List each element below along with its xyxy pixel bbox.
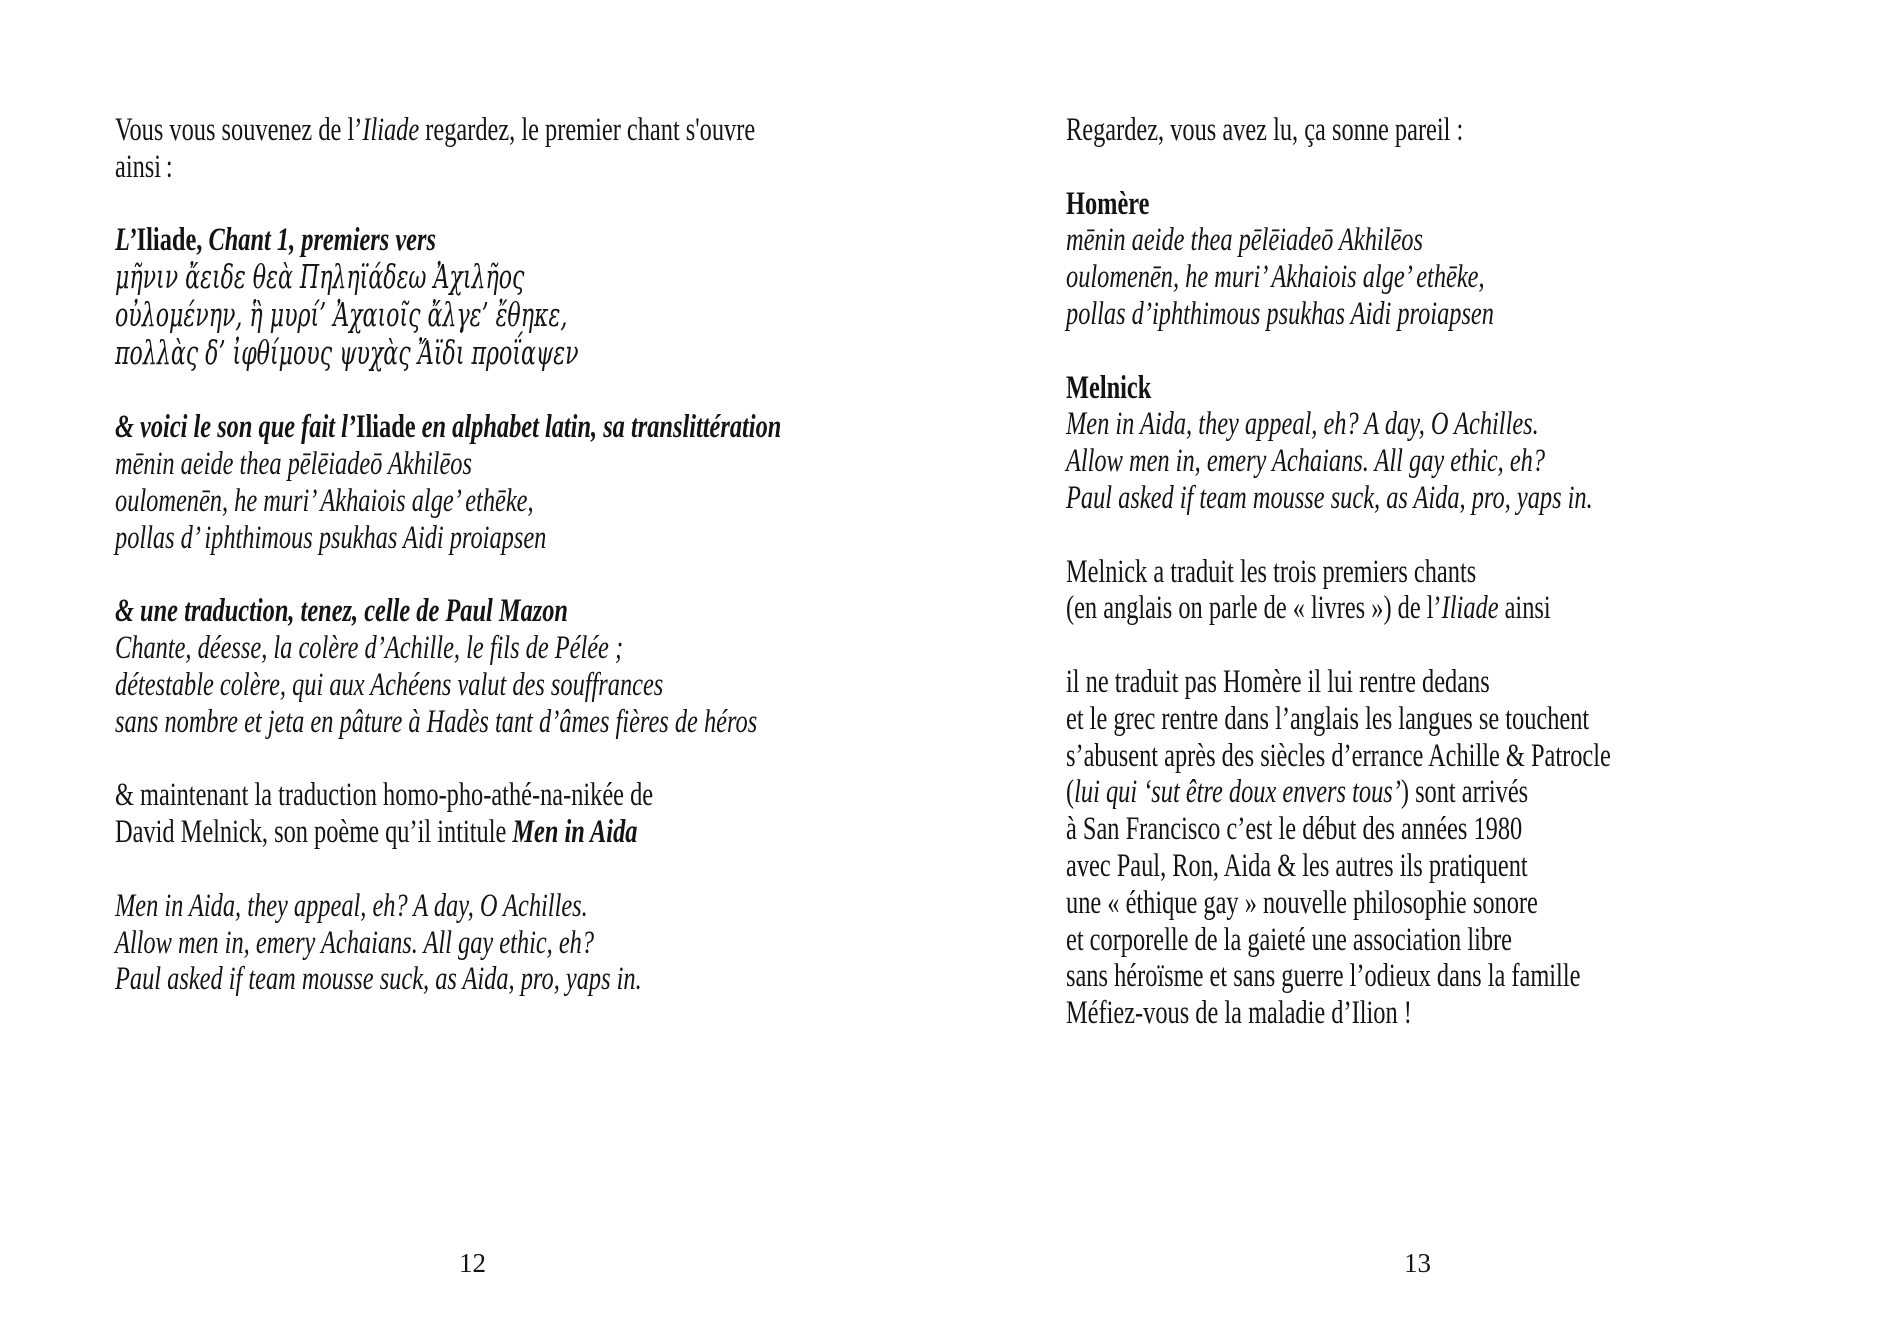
text-line xyxy=(1066,701,1651,738)
text-line xyxy=(1066,259,1651,296)
text-line xyxy=(115,335,645,373)
text-segment: Paul asked if team mousse suck, as Aida, pro, yaps in. xyxy=(1066,479,1593,516)
text-segment: Méfiez-vous de la maladie d’Ilion ! xyxy=(1066,995,1412,1032)
text-line xyxy=(1066,222,1651,259)
text-segment: οὐλομένην, ἣ μυρί’ Ἀχαιοῖς ἄλγε’ ἔθηκε, xyxy=(115,295,568,334)
text-line xyxy=(115,593,700,630)
text-block xyxy=(115,593,895,740)
text-block xyxy=(1066,370,1846,517)
text-segment: et le grec rentre dans l’anglais les langues se touchent xyxy=(1066,700,1590,737)
text-line xyxy=(115,630,700,667)
text-line xyxy=(115,777,700,814)
text-line xyxy=(1066,738,1651,775)
text-segment: L’ xyxy=(115,222,137,259)
text-block xyxy=(115,222,895,372)
page-content xyxy=(1066,112,1846,1032)
text-segment: Men in Aida, they appeal, eh? A day, O Achilles. xyxy=(1066,406,1539,443)
text-segment: il ne traduit pas Homère il lui rentre dedans xyxy=(1066,663,1490,700)
text-line xyxy=(115,297,645,335)
text-segment: ainsi xyxy=(1498,590,1551,627)
text-block xyxy=(1066,664,1846,1032)
text-segment: Allow men in, emery Achaians. All gay ethic, eh? xyxy=(115,924,595,961)
text-segment: Homère xyxy=(1066,185,1150,222)
text-segment: Allow men in, emery Achaians. All gay ethic, eh? xyxy=(1066,443,1546,480)
text-segment: s’abusent après des siècles d’errance Achille & Patrocle xyxy=(1066,737,1611,774)
text-line xyxy=(1066,958,1651,995)
text-segment: en alphabet latin, sa translittération xyxy=(415,409,782,446)
text-block xyxy=(115,777,895,851)
text-segment: Men in Aida xyxy=(512,814,638,851)
text-segment: oulomenēn, he muri’ Akhaiois alge’ ethēke, xyxy=(1066,259,1485,296)
text-line xyxy=(115,925,700,962)
text-line xyxy=(1066,811,1651,848)
text-segment: pollas d’ iphthimous psukhas Aidi proiapsen xyxy=(115,519,547,556)
text-block xyxy=(1066,112,1846,149)
text-block xyxy=(1066,186,1846,333)
text-segment: Men in Aida, they appeal, eh? A day, O Achilles. xyxy=(115,887,588,924)
text-segment: détestable colère, qui aux Achéens valut des souffrances xyxy=(115,666,664,703)
text-segment: sans nombre et jeta en pâture à Hadès tant d’âmes fières de héros xyxy=(115,703,758,740)
text-line xyxy=(115,149,700,186)
text-line xyxy=(1066,774,1651,811)
text-line xyxy=(1066,186,1651,223)
text-block xyxy=(115,888,895,998)
text-line xyxy=(115,667,700,704)
text-line xyxy=(1066,370,1651,407)
text-segment: Iliade, xyxy=(136,222,203,259)
text-segment: sans héroïsme et sans guerre l’odieux dans la famille xyxy=(1066,958,1581,995)
text-segment: Regardez, vous avez lu, ça sonne pareil : xyxy=(1066,112,1464,148)
page-number: 12 xyxy=(459,1248,486,1278)
text-segment: Chante, déesse, la colère d’Achille, le fils de Pélée ; xyxy=(115,630,624,667)
text-segment: regardez, le premier chant s'ouvre xyxy=(419,112,756,148)
page-number: 13 xyxy=(1404,1248,1431,1278)
text-line xyxy=(115,703,758,741)
text-block xyxy=(1066,554,1846,628)
text-segment: ainsi : xyxy=(115,148,173,185)
text-segment: & voici le son que fait l’ xyxy=(115,409,357,446)
text-line xyxy=(115,888,700,925)
text-segment: à San Francisco c’est le début des années 1980 xyxy=(1066,811,1523,848)
text-line xyxy=(115,961,700,998)
text-line xyxy=(1066,590,1651,627)
text-line xyxy=(1066,848,1651,885)
text-segment: (en anglais on parle de « livres ») de l’ xyxy=(1066,590,1442,627)
text-line xyxy=(1066,664,1651,701)
text-segment: ( xyxy=(1066,774,1075,811)
text-line xyxy=(115,520,700,557)
text-line xyxy=(1066,922,1651,959)
page-right xyxy=(945,0,1890,1339)
text-line xyxy=(115,112,756,149)
text-line xyxy=(115,814,700,851)
text-segment: mēnin aeide thea pēlēiadeō Akhilēos xyxy=(115,446,472,483)
text-line xyxy=(115,446,700,483)
text-segment: & maintenant la traduction homo-pho-athé-na-nikée de xyxy=(115,777,654,814)
text-segment: mēnin aeide thea pēlēiadeō Akhilēos xyxy=(1066,222,1423,259)
text-line xyxy=(1066,480,1651,517)
text-line xyxy=(1066,112,1651,149)
text-line xyxy=(115,259,645,297)
text-block xyxy=(115,112,895,186)
text-segment: David Melnick, son poème qu’il intitule xyxy=(115,814,513,851)
text-segment: & une traduction, tenez, celle de Paul Mazon xyxy=(115,593,568,630)
text-segment: oulomenēn, he muri’ Akhaiois alge’ ethēke, xyxy=(115,482,534,519)
page-content xyxy=(115,112,895,998)
text-segment: Vous vous souvenez de l’ xyxy=(115,112,363,148)
text-line xyxy=(1066,296,1651,333)
text-line xyxy=(115,409,782,446)
text-segment: lui qui ‘sut être doux envers tous’ xyxy=(1074,774,1401,811)
text-segment: Chant 1, premiers vers xyxy=(202,222,436,259)
text-segment: Iliade xyxy=(1441,590,1499,627)
text-line xyxy=(1066,443,1651,480)
text-segment: Iliade xyxy=(356,409,416,446)
text-segment: pollas d’iphthimous psukhas Aidi proiapsen xyxy=(1066,295,1494,332)
text-line xyxy=(115,222,700,259)
text-block xyxy=(115,409,895,556)
text-line xyxy=(1066,554,1651,591)
text-line xyxy=(1066,885,1651,922)
text-line xyxy=(1066,995,1651,1032)
text-segment: Melnick xyxy=(1066,369,1152,406)
text-segment: avec Paul, Ron, Aida & les autres ils pratiquent xyxy=(1066,847,1528,884)
text-segment: πολλὰς δ’ ἰφθίμους ψυχὰς Ἄϊδι προΐαψεν xyxy=(115,333,579,372)
text-segment: une « éthique gay » nouvelle philosophie sonore xyxy=(1066,884,1538,921)
text-segment: et corporelle de la gaieté une association libre xyxy=(1066,921,1513,958)
text-line xyxy=(115,483,700,520)
text-line xyxy=(1066,406,1651,443)
text-segment: Iliade xyxy=(362,112,420,148)
text-segment: μῆνιν ἄειδε θεὰ Πηληϊάδεω Ἀχιλῆος xyxy=(115,258,525,297)
text-segment: ) sont arrivés xyxy=(1400,774,1529,811)
text-segment: Melnick a traduit les trois premiers chants xyxy=(1066,553,1477,590)
text-segment: Paul asked if team mousse suck, as Aida, pro, yaps in. xyxy=(115,961,642,998)
